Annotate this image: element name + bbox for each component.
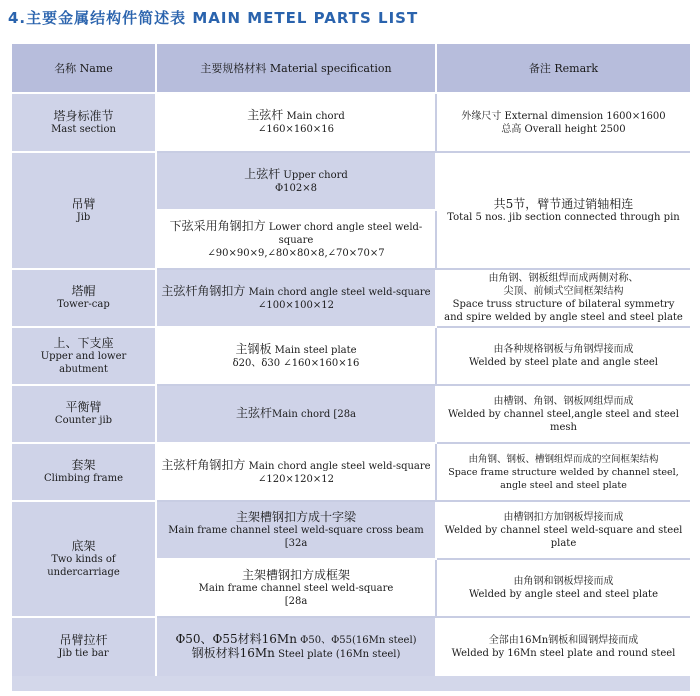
spec-cell [157, 94, 437, 153]
page-title: 4.主要金属结构件简述表 MAIN METEL PARTS LIST [8, 9, 419, 27]
spec-en: Main chord angle steel weld-square [248, 286, 431, 298]
remark-line: Space frame structure welded by channel steel, [448, 466, 679, 478]
spec-zh: 主钢板 [235, 341, 272, 356]
name-en: Jib tie bar [58, 648, 109, 659]
name-en: Climbing frame [44, 473, 123, 484]
table-header-row [12, 44, 690, 94]
spec-cell [157, 560, 437, 618]
name-zh: 塔帽 [71, 284, 96, 298]
spec-zh: 钢板材料16Mn [191, 646, 275, 660]
name-zh: 套架 [71, 458, 96, 472]
spec-line: ∠120×120×12 [257, 473, 335, 485]
name-zh: 吊臂拉杆 [59, 633, 108, 647]
name-zh: 平衡臂 [65, 400, 102, 414]
name-zh: 上、下支座 [53, 335, 114, 350]
table-row [12, 386, 690, 444]
spec-en: Lower chord angle steel weld-square [268, 221, 423, 246]
header-spec: 主要规格材料 Material specification [157, 44, 437, 94]
remark-line: Welded by angle steel and steel plate [468, 589, 658, 600]
spec-line: [28a [284, 595, 308, 607]
remark-line: Space truss structure of bilateral symmetry [452, 299, 675, 310]
remark-line: Welded by 16Mn steel plate and round steel [451, 648, 676, 659]
spec-en: Main steel plate [274, 344, 357, 356]
spec-line: Main frame channel steel weld-square cross beam [168, 524, 424, 536]
spec-en: Main chord [286, 111, 345, 122]
remark-line: angle steel and steel plate [500, 479, 627, 491]
spec-line: δ20、δ30 ∠160×160×16 [232, 357, 360, 369]
name-en: Tower-cap [57, 299, 110, 310]
name-en: Mast section [51, 123, 116, 135]
spec-line: ∠100×100×12 [257, 299, 335, 311]
spec-en: Upper chord [283, 169, 348, 181]
spec-cell [157, 502, 437, 560]
remark-cell [437, 386, 690, 444]
spec-cell [157, 328, 437, 386]
remark-cell [437, 560, 690, 618]
remark-line: and spire welded by angle steel and steel plate [444, 312, 683, 323]
spec-zh: 主架槽钢扣方成框架 [241, 567, 350, 582]
spec-zh: 主弦杆角钢扣方 [161, 283, 246, 298]
parts-table [12, 44, 690, 676]
parts-table-frame [12, 44, 690, 691]
spec-zh: 主弦杆角钢扣方 [161, 457, 246, 472]
remark-line: 由角钢、钢板、槽钢组焊而成的空间框架结构 [468, 453, 659, 465]
spec-en: Steel plate (16Mn steel) [278, 649, 401, 660]
spec-en: Main chord angle steel weld-square [248, 460, 431, 472]
table-row [12, 328, 690, 386]
spec-en: Φ50、Φ55(16Mn steel) [300, 635, 417, 646]
remark-cell [437, 328, 690, 386]
name-zh: 塔身标准节 [53, 108, 114, 123]
spec-cell [157, 444, 437, 502]
spec-cell [157, 618, 437, 676]
spec-zh: 上弦杆 [244, 166, 281, 181]
remark-line: 总高 Overall height 2500 [501, 123, 626, 135]
remark-line: Welded by channel steel weld-square and steel plate [444, 524, 683, 549]
table-row [12, 270, 690, 328]
row-name-cell [12, 328, 157, 386]
header-remark: 备注 Remark [437, 44, 690, 94]
remark-cell [437, 94, 690, 153]
remark-line: 外缘尺寸 External dimension 1600×1600 [461, 110, 666, 122]
spec-cell [157, 153, 437, 211]
remark-line: 由槽钢、角钢、钢板网组焊而成 [493, 395, 634, 407]
spec-zh: Φ50、Φ55材料16Mn [175, 632, 297, 646]
spec-zh: 主弦杆 [247, 108, 284, 122]
name-zh: 吊臂 [71, 196, 96, 211]
remark-line: 由角钢、钢板组焊而成两侧对称、 [488, 273, 639, 284]
name-en: Jib [76, 211, 91, 223]
remark-cell [437, 270, 690, 328]
row-name-cell [12, 502, 157, 618]
table-row [12, 94, 690, 153]
name-en: Upper and lower abutment [40, 350, 127, 375]
row-name-cell [12, 270, 157, 328]
name-en: Counter jib [54, 415, 113, 426]
spec-en: Main chord [28a [271, 409, 357, 420]
remark-line: 尖顶、前倾式空间框架结构 [503, 286, 624, 297]
spec-zh: 主架槽钢扣方成十字梁 [235, 509, 356, 524]
remark-line: 由各种规格钢板与角钢焊接而成 [493, 344, 634, 355]
remark-cell [437, 618, 690, 676]
row-name-cell [12, 618, 157, 676]
spec-line: ∠160×160×16 [257, 124, 335, 135]
remark-cell [437, 153, 690, 270]
row-name-cell [12, 386, 157, 444]
remark-line: 由槽钢扣方加钢板焊接而成 [503, 511, 624, 523]
table-row [12, 444, 690, 502]
table-row [12, 502, 690, 560]
spec-line: Φ102×8 [274, 182, 318, 194]
spec-zh: 主弦杆 [235, 406, 272, 420]
spec-line: ∠90×90×9,∠80×80×8,∠70×70×7 [207, 247, 385, 259]
remark-line: 全部由16Mn钢板和圆钢焊接而成 [488, 635, 639, 646]
remark-line: Welded by channel steel,angle steel and steel mesh [448, 408, 679, 433]
remark-cell [437, 444, 690, 502]
remark-line: Total 5 nos. jib section connected through pin [447, 211, 680, 223]
name-zh: 底架 [71, 538, 96, 553]
spec-cell [157, 270, 437, 328]
name-en: Two kinds of undercarriage [47, 553, 120, 578]
row-name-cell [12, 94, 157, 153]
spec-line: [32a [284, 537, 308, 549]
row-name-cell [12, 444, 157, 502]
spec-line: Main frame channel steel weld-square [198, 582, 394, 594]
remark-cell [437, 502, 690, 560]
spec-zh: 下弦采用角钢扣方 [169, 218, 266, 233]
spec-cell [157, 211, 437, 270]
header-name: 名称 Name [12, 44, 157, 94]
spec-cell [157, 386, 437, 444]
table-row [12, 618, 690, 676]
remark-line: 由角钢和钢板焊接而成 [513, 576, 614, 587]
row-name-cell [12, 153, 157, 270]
remark-line: 共5节，臂节通过销轴相连 [493, 196, 634, 211]
table-row [12, 153, 690, 211]
remark-line: Welded by steel plate and angle steel [468, 357, 658, 368]
